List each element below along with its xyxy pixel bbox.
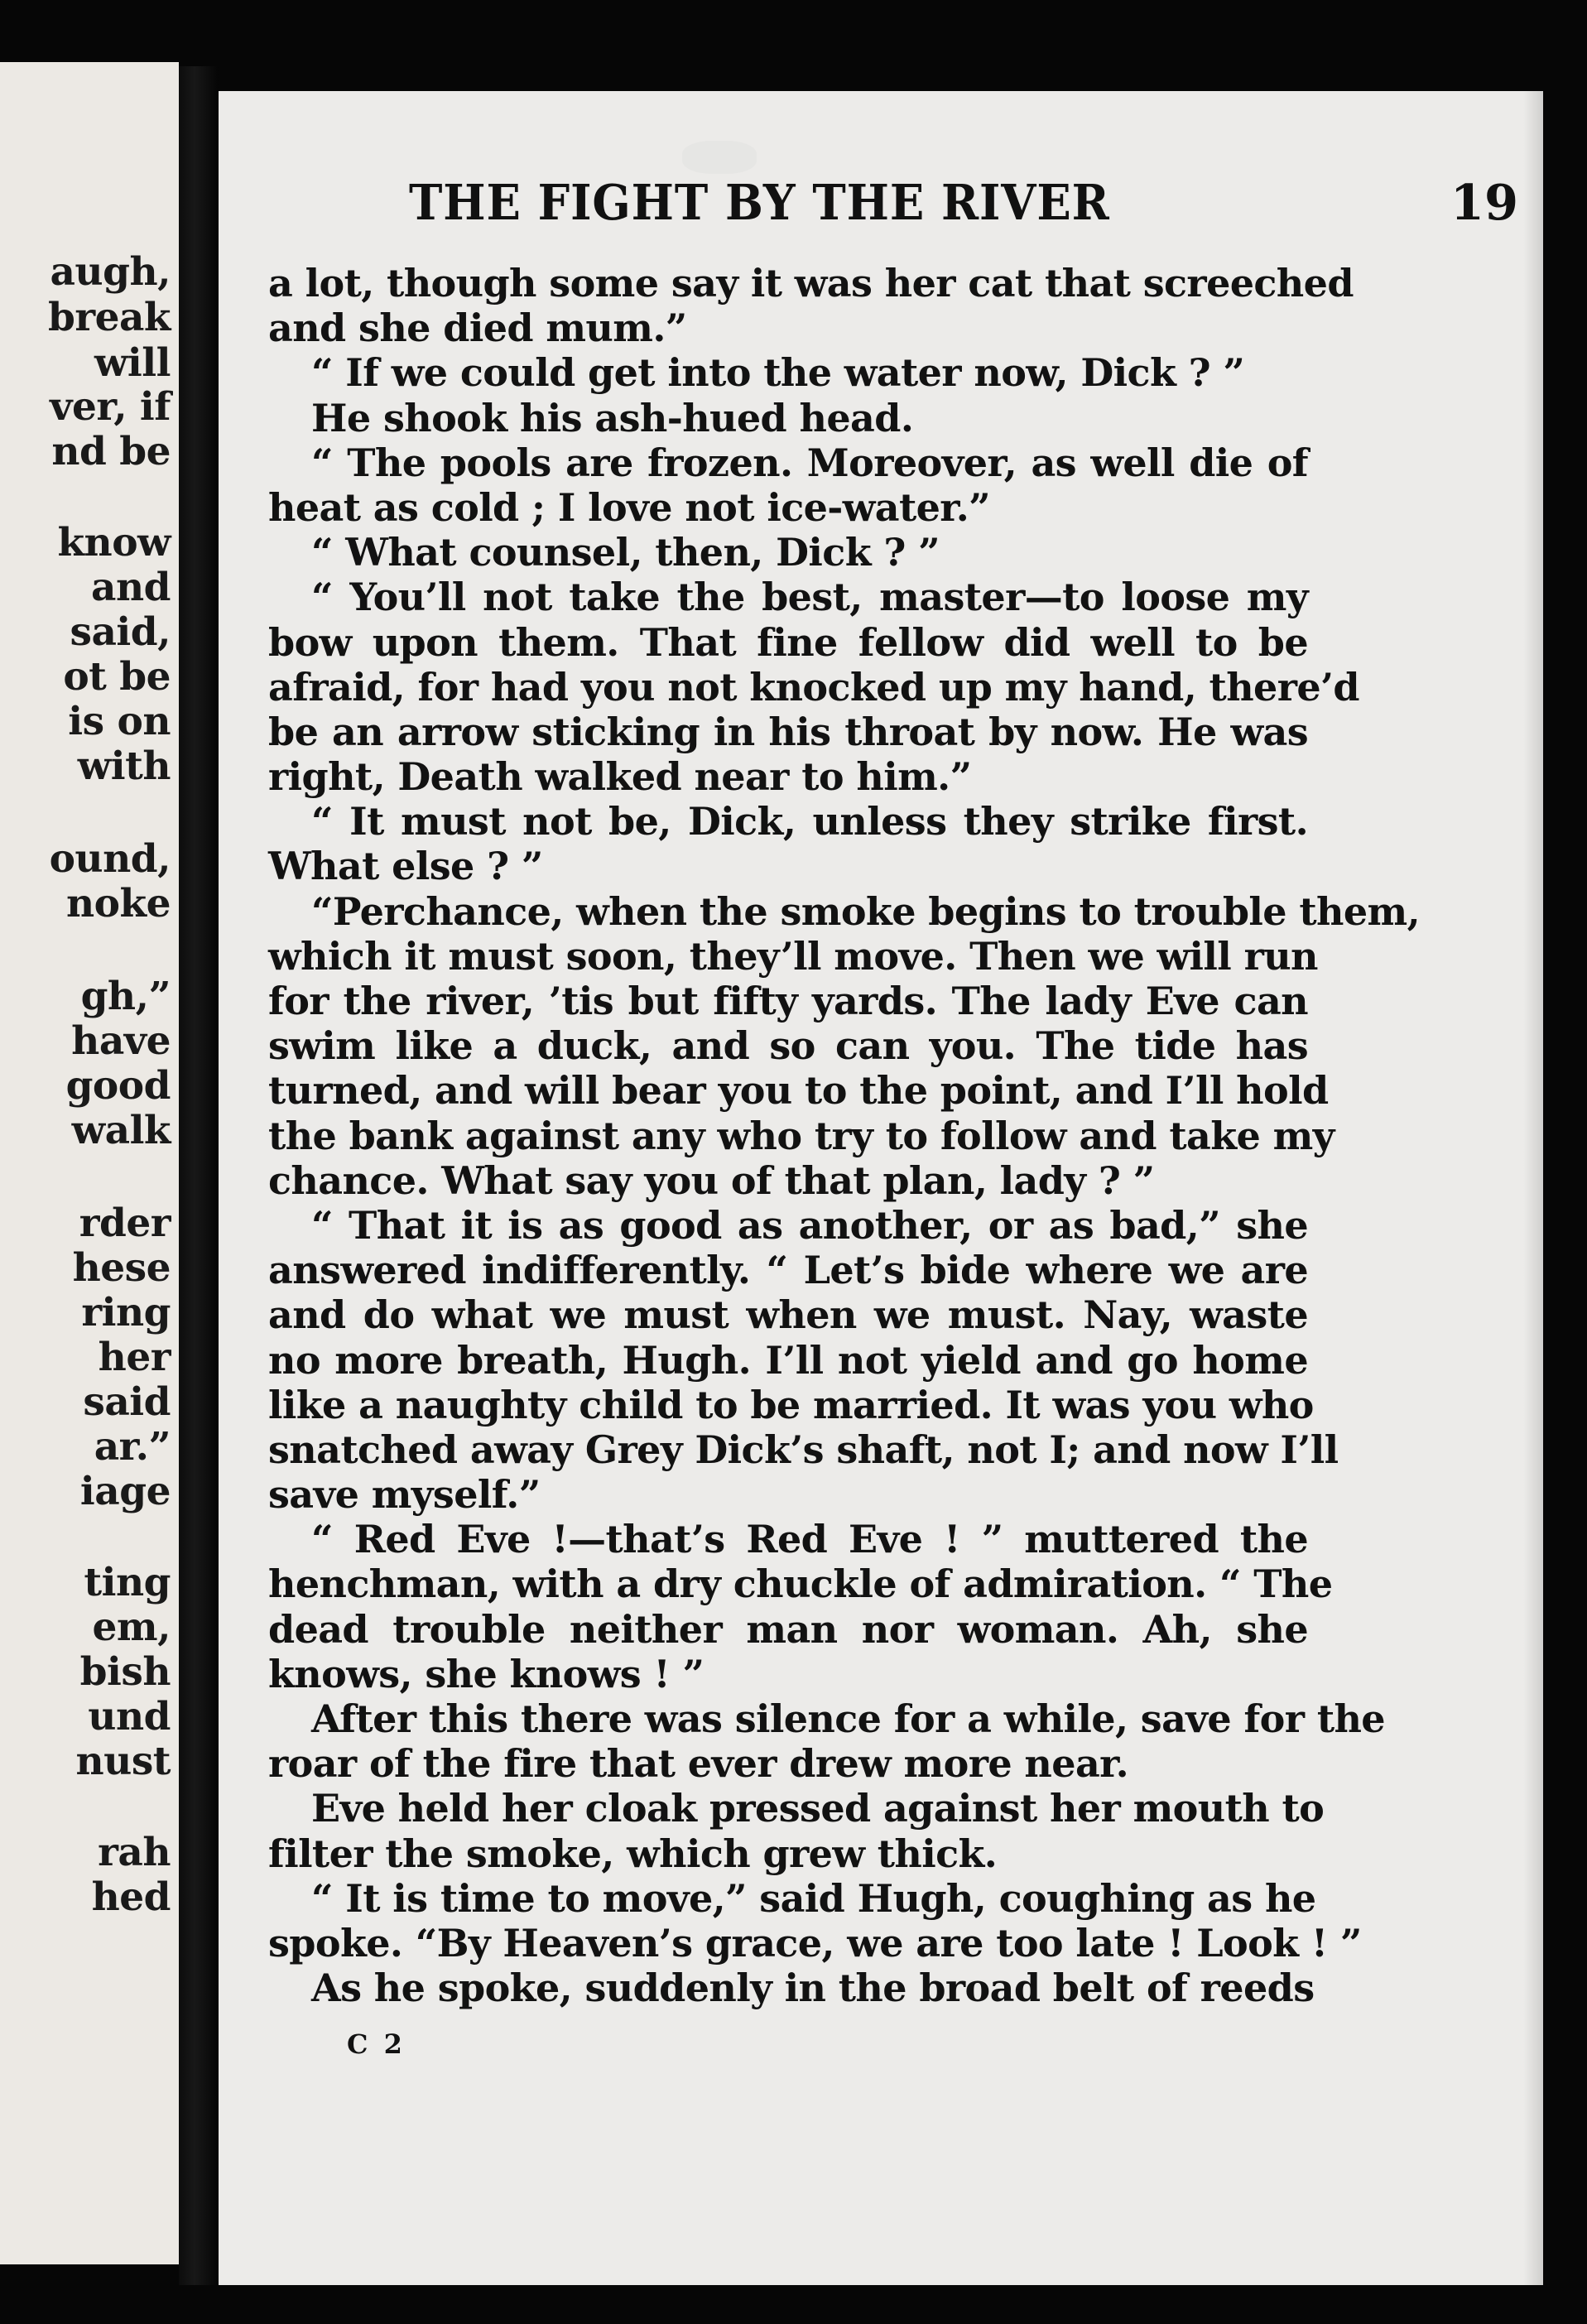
left-page-line-fragment: with bbox=[77, 743, 171, 789]
text-line: “ It is time to move,” said Hugh, coughing as he bbox=[311, 1875, 1316, 1921]
text-line: which it must soon, they’ll move. Then we will run bbox=[268, 933, 1318, 979]
right-page bbox=[219, 91, 1543, 2285]
text-line: the bank against any who try to follow and take my bbox=[268, 1113, 1335, 1158]
left-page-line-fragment: have bbox=[71, 1018, 171, 1064]
left-page-line-fragment: iage bbox=[79, 1469, 171, 1514]
text-line: “ You’ll not take the best, master—to loose my bbox=[311, 575, 1308, 620]
left-page-line-fragment: ound, bbox=[49, 836, 171, 882]
left-page-line-fragment: will bbox=[94, 340, 171, 386]
text-line: right, Death walked near to him.” bbox=[268, 754, 972, 800]
text-line: save myself.” bbox=[268, 1472, 541, 1518]
text-line: “ That it is as good as another, or as bad,” she bbox=[311, 1202, 1308, 1248]
left-page-line-fragment: know bbox=[57, 520, 171, 565]
text-line: henchman, with a dry chuckle of admiration. “ The bbox=[268, 1561, 1333, 1607]
text-line: chance. What say you of that plan, lady ? ” bbox=[268, 1157, 1155, 1203]
left-page-line-fragment: em, bbox=[92, 1605, 171, 1650]
left-page-line-fragment: ring bbox=[81, 1290, 171, 1335]
signature-mark: C 2 bbox=[347, 2028, 406, 2060]
text-line: afraid, for had you not knocked up my hand, there’d bbox=[268, 664, 1360, 710]
left-page-line-fragment: hed bbox=[91, 1874, 171, 1920]
text-line: roar of the fire that ever drew more near. bbox=[268, 1741, 1128, 1787]
text-line: swim like a duck, and so can you. The tide has bbox=[268, 1023, 1308, 1069]
text-line: What else ? ” bbox=[268, 844, 543, 889]
text-line: and do what we must when we must. Nay, waste bbox=[268, 1292, 1308, 1338]
left-page-line-fragment: nd be bbox=[51, 429, 171, 474]
text-line: dead trouble neither man nor woman. Ah, she bbox=[268, 1606, 1308, 1652]
left-page-line-fragment: said, bbox=[70, 609, 171, 655]
left-page-line-fragment: her bbox=[98, 1335, 171, 1380]
text-line: heat as cold ; I love not ice-water.” bbox=[268, 484, 990, 530]
running-head bbox=[409, 174, 1518, 240]
left-page-line-fragment: noke bbox=[66, 881, 171, 926]
left-page-line-fragment: nust bbox=[75, 1739, 171, 1784]
left-page-line-fragment: bish bbox=[79, 1649, 171, 1695]
left-page-line-fragment: rder bbox=[79, 1200, 171, 1246]
text-line: turned, and will bear you to the point, and I’ll hold bbox=[268, 1068, 1329, 1114]
text-line: be an arrow sticking in his throat by now. He was bbox=[268, 709, 1308, 754]
text-line: “ What counsel, then, Dick ? ” bbox=[311, 530, 940, 575]
left-page-fragment bbox=[0, 62, 179, 2264]
text-line: “ The pools are frozen. Moreover, as well die of bbox=[311, 440, 1308, 485]
left-page-line-fragment: break bbox=[47, 295, 171, 340]
left-page-line-fragment: ver, if bbox=[50, 384, 171, 430]
paper-blemish bbox=[682, 141, 757, 174]
left-page-line-fragment: said bbox=[83, 1379, 171, 1425]
left-page-line-fragment: and bbox=[91, 565, 171, 610]
left-page-line-fragment: gh,” bbox=[80, 974, 171, 1019]
text-line: for the river, ’tis but fifty yards. The lady Eve can bbox=[268, 979, 1308, 1023]
left-page-line-fragment: hese bbox=[72, 1245, 171, 1291]
text-line: “ If we could get into the water now, Dick ? ” bbox=[311, 350, 1245, 396]
text-line: knows, she knows ! ” bbox=[268, 1651, 705, 1696]
text-line: As he spoke, suddenly in the broad belt of reeds bbox=[311, 1966, 1315, 2011]
text-line: Eve held her cloak pressed against her mouth to bbox=[311, 1786, 1325, 1831]
text-line: spoke. “By Heaven’s grace, we are too late ! Look ! ” bbox=[268, 1920, 1362, 1966]
text-line: and she died mum.” bbox=[268, 306, 687, 351]
text-line: no more breath, Hugh. I’ll not yield and go home bbox=[268, 1337, 1308, 1383]
text-line: like a naughty child to be married. It was you who bbox=[268, 1382, 1314, 1427]
book-gutter bbox=[179, 66, 219, 2285]
text-line: “ Red Eve !—that’s Red Eve ! ” muttered the bbox=[311, 1517, 1308, 1562]
body-text bbox=[268, 261, 1421, 2011]
text-line: “ It must not be, Dick, unless they strike first. bbox=[311, 799, 1308, 844]
left-page-line-fragment: ot be bbox=[63, 654, 171, 700]
left-page-line-fragment: ting bbox=[84, 1560, 171, 1605]
text-line: answered indifferently. “ Let’s bide where we are bbox=[268, 1248, 1308, 1293]
left-page-line-fragment: und bbox=[88, 1694, 171, 1739]
text-line: a lot, though some say it was her cat that screeched bbox=[268, 261, 1354, 306]
left-page-line-fragment: augh, bbox=[50, 249, 171, 295]
text-line: “Perchance, when the smoke begins to trouble them, bbox=[311, 888, 1421, 934]
left-page-line-fragment: ar.” bbox=[94, 1424, 171, 1470]
running-head-title: THE FIGHT BY THE RIVER bbox=[409, 174, 1110, 231]
text-line: filter the smoke, which grew thick. bbox=[268, 1831, 998, 1876]
left-page-line-fragment: walk bbox=[71, 1108, 171, 1153]
text-line: bow upon them. That fine fellow did well to be bbox=[268, 619, 1308, 665]
text-line: He shook his ash-hued head. bbox=[311, 395, 914, 440]
text-line: snatched away Grey Dick’s shaft, not I; and now I’ll bbox=[268, 1427, 1339, 1472]
text-line: After this there was silence for a while, save for the bbox=[311, 1696, 1385, 1741]
page-number: 19 bbox=[1450, 174, 1518, 231]
left-page-line-fragment: good bbox=[65, 1063, 171, 1109]
left-page-line-fragment: is on bbox=[68, 699, 171, 744]
left-page-line-fragment: rah bbox=[98, 1830, 171, 1875]
